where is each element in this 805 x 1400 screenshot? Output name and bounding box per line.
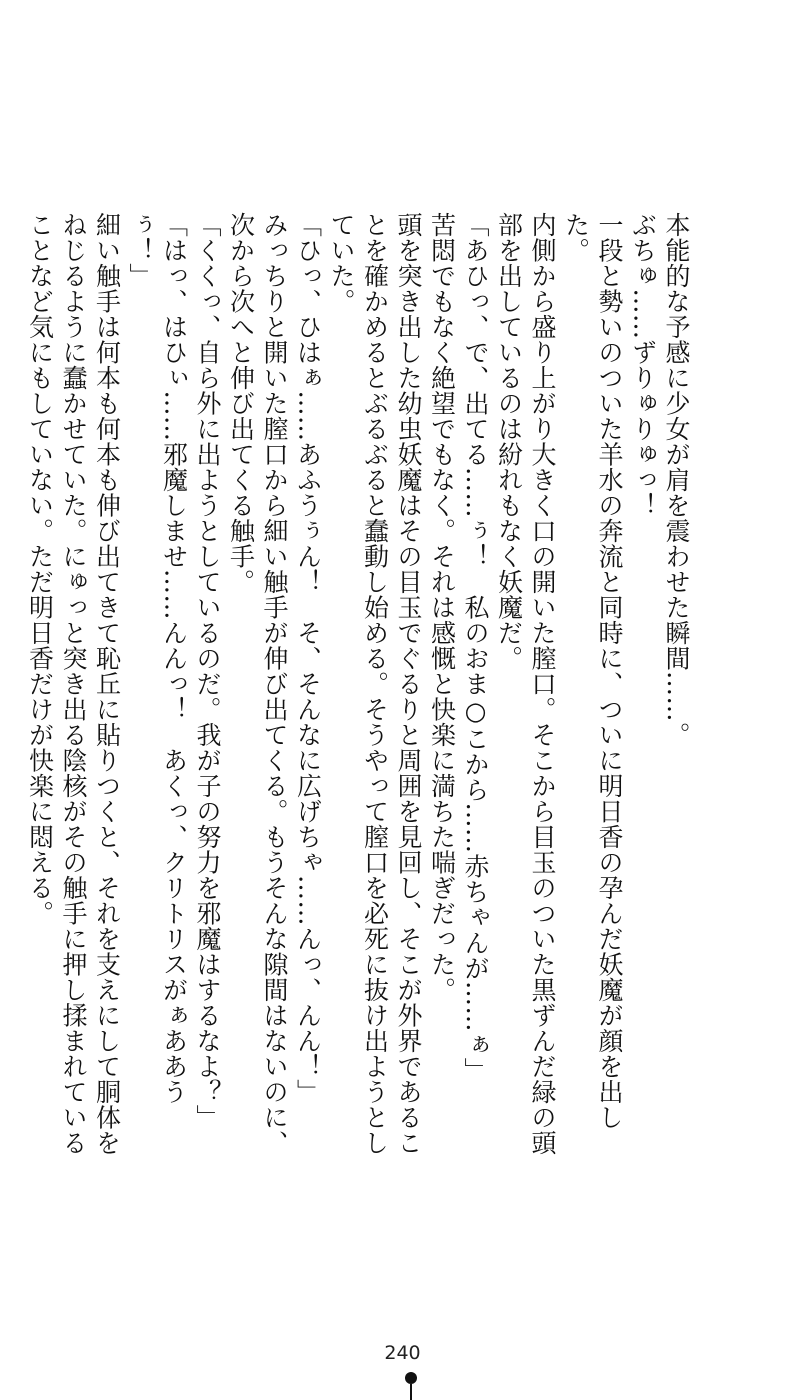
page-number: 240 [384,1342,421,1364]
text-line-3: 一段と勢いのついた羊水の奔流と同時に、ついに明日香の孕んだ妖魔が顔を出した。 [561,212,624,1130]
text-line-5: 「あひっ、で、出てる……ぅ！ 私のおま○こから……赤ちゃんが……ぁ」 [461,212,490,1083]
text-line-10: 「くくっ、自ら外に出ようとしているのだ。我が子の努力を邪魔はするなよ？」 [193,212,222,1130]
text-line-1: 本能的な予感に少女が肩を震わせた瞬間……。 [662,212,691,748]
page-marker-rule [410,1384,412,1400]
body-text [25,212,693,1162]
text-line-11: 「はっ、はひぃ……邪魔しませ……んんっ！ あくっ、クリトリスがぁああうぅ！」 [126,212,189,1105]
text-line-4: 内側から盛り上がり大きく口の開いた膣口。そこから目玉のついた黒ずんだ緑の頭部を出しているのは紛れもなく妖魔だ。 [494,212,557,1156]
text-line-12: 細い触手は何本も何本も伸び出てきて恥丘に貼りつくと、それを支えにして胴体をねじるように蠢かせていた。にゅっと突き出る陰核がその触手に押し揉まれていることなど気にもしていない。ただ明日香だけが快楽に悶える。 [25,212,122,1156]
text-line-9: みっちりと開いた膣口から細い触手が伸び出てくる。もうそんな隙間はないのに、次から次へと伸び出てくる触手。 [226,212,289,1156]
text-line-7: 頭を突き出した幼虫妖魔はその目玉でぐるりと周囲を見回し、そこが外界であることを確かめるとぶるぶると蠢動し始める。そうやって膣口を必死に抜け出ようとしていた。 [327,212,423,1156]
page-marker-dot [405,1372,417,1384]
text-line-2: ぶちゅ……ずりゅりゅっ！ [628,212,658,518]
text-line-6: 苦悶でもなく絶望でもなく。それは感慨と快楽に満ちた喘ぎだった。 [427,212,457,1003]
text-line-8: 「ひっ、ひはぁ……あふうぅん！ そ、そんなに広げちゃ……んっ、んん！」 [293,212,323,1105]
